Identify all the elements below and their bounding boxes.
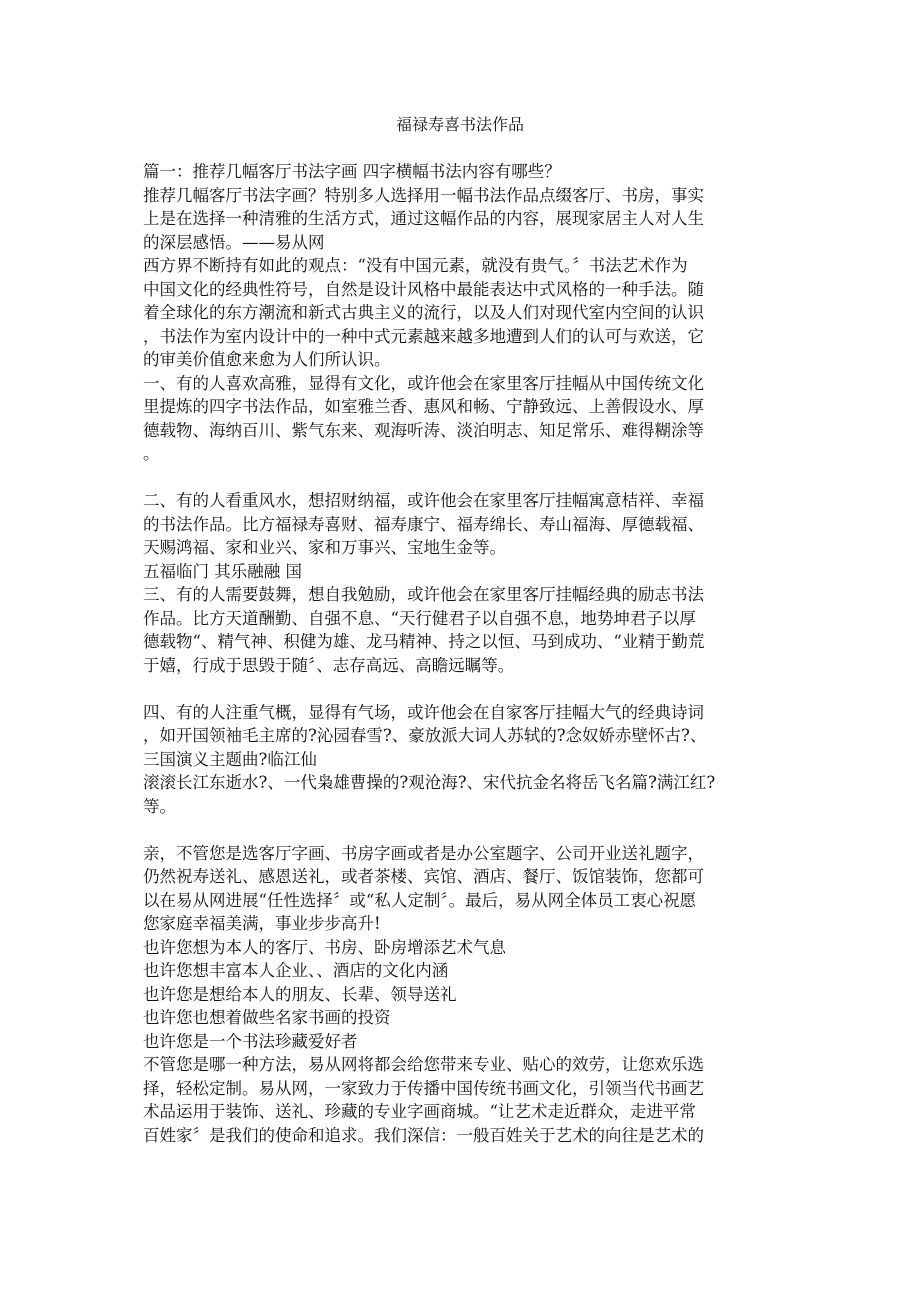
document-body <box>143 160 783 1147</box>
text-line: 择，轻松定制。易从网，一家致力于传播中国传统书画文化，引领当代书画艺 <box>143 1078 704 1098</box>
text-line: 亲，不管您是选客厅字画、书房字画或者是办公室题字、公司开业送礼题字， <box>143 843 704 863</box>
text-line: 百姓家〞是我们的使命和追求。我们深信：一般百姓关于艺术的向往是艺术的 <box>143 1125 704 1145</box>
text-line: 等。 <box>143 796 176 816</box>
text-line: 德载物“、精气神、积健为雄、龙马精神、持之以恒、马到成功、“业精于勤荒 <box>143 632 705 651</box>
text-line: 天赐鸿福、家和业兴、家和万事兴、宝地生金等。 <box>143 538 506 557</box>
text-line: ，如开国领袖毛主席的?沁园春雪?、豪放派大词人苏轼的?念奴娇赤壁怀古?、 <box>143 726 707 745</box>
text-line: 作品。比方天道酬勤、自强不息、“天行健君子以自强不息，地势坤君子以厚 <box>143 608 696 628</box>
text-line: 于嬉，行成于思毁于随〞、志存高远、高瞻远瞩等。 <box>143 655 515 675</box>
text-line: 篇一：推荐几幅客厅书法字画 四字横幅书法内容有哪些？ <box>143 162 561 181</box>
blank-line <box>143 818 783 842</box>
text-line: 仍然祝寿送礼、感恩送礼，或者茶楼、宾馆、酒店、餐厅、饭馆装饰，您都可 <box>143 867 704 886</box>
text-line: 以在易从网进展“任性选择〞或“私人定制〞。最后，易从网全体员工衷心祝愿 <box>143 890 697 910</box>
text-line: 一、有的人喜欢高雅，显得有文化，或许他会在家里客厅挂幅从中国传统文化 <box>143 373 704 393</box>
text-line: 推荐几幅客厅书法字画？特别多人选择用一幅书法作品点缀客厅、书房，事实 <box>143 185 704 205</box>
text-line: ，书法作为室内设计中的一种中式元素越来越多地遭到人们的认可与欢送，它 <box>143 326 704 346</box>
text-line: 三、有的人需要鼓舞，想自我勉励，或许他会在家里客厅挂幅经典的励志书法 <box>143 585 704 604</box>
text-line: 的书法作品。比方福禄寿喜财、福寿康宁、福寿绵长、寿山福海、厚德载福、 <box>143 514 704 534</box>
text-line: 您家庭幸福美满，事业步步高升! <box>143 914 381 933</box>
text-line: 中国文化的经典性符号，自然是设计风格中最能表达中式风格的一种手法。随 <box>143 279 704 299</box>
blank-line <box>143 466 783 490</box>
text-line: 五福临门 其乐融融 国 <box>143 561 302 581</box>
text-line: 的深层感悟。——易从网 <box>143 232 325 252</box>
text-line: 三国演义主题曲?临江仙 <box>143 749 317 769</box>
text-line: 也许您想为本人的客厅、书房、卧房增添艺术气息 <box>143 937 506 957</box>
text-line: 滚滚长江东逝水?、一代枭雄曹操的?观沧海?、宋代抗金名将岳飞名篇?满江红? <box>143 773 716 792</box>
text-line: 也许您也想着做些名家书画的投资 <box>143 1008 391 1027</box>
document-title: 福禄寿喜书法作品 <box>395 115 524 134</box>
text-line: 着全球化的东方潮流和新式古典主义的流行，以及人们对现代室内空间的认识 <box>143 303 704 322</box>
text-line: 的审美价值愈来愈为人们所认识。 <box>143 350 391 369</box>
text-line: 上是在选择一种清雅的生活方式，通过这幅作品的内容，展现家居主人对人生 <box>143 209 704 228</box>
text-line: 也许您是想给本人的朋友、长辈、领导送礼 <box>143 984 457 1004</box>
text-line: 。 <box>143 444 160 463</box>
text-line: 不管您是哪一种方法，易从网将都会给您带来专业、贴心的效劳，让您欢乐选 <box>143 1055 704 1074</box>
text-line: 四、有的人注重气概，显得有气场，或许他会在自家客厅挂幅大气的经典诗词 <box>143 702 704 722</box>
text-line: 二、有的人看重风水，想招财纳福，或许他会在家里客厅挂幅寓意桔祥、幸福 <box>143 491 704 510</box>
text-line: 西方界不断持有如此的观点：“没有中国元素，就没有贵气。〞书法艺术作为 <box>143 256 688 275</box>
text-line: 里提炼的四字书法作品，如室雅兰香、惠风和畅、宁静致远、上善假设水、厚 <box>143 397 704 416</box>
text-line: 术品运用于装饰、送礼、珍藏的专业字画商城。“让艺术走近群众，走进平常 <box>143 1102 696 1121</box>
text-line: 也许您是一个书法珍藏爱好者 <box>143 1031 358 1051</box>
text-line: 德载物、海纳百川、紫气东来、观海听涛、淡泊明志、知足常乐、难得糊涂等 <box>143 420 704 440</box>
blank-line <box>143 677 783 701</box>
text-line: 也许您想丰富本人企业、、酒店的文化内涵 <box>143 961 449 980</box>
